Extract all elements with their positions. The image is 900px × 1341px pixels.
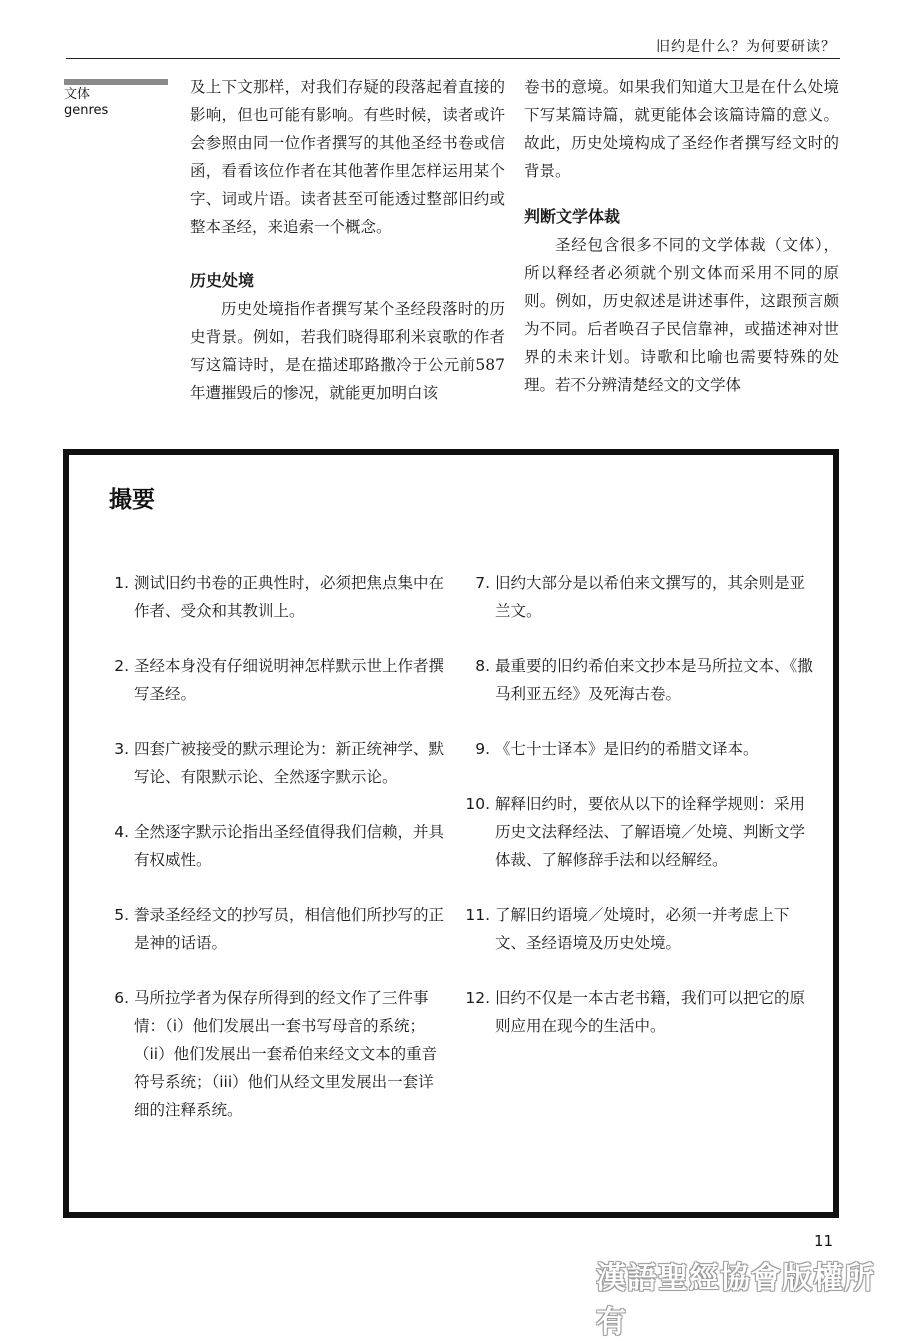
page-number: 11 — [814, 1232, 834, 1250]
summary-item-text: 旧约不仅是一本古老书籍，我们可以把它的原则应用在现今的生活中。 — [495, 989, 806, 1035]
summary-item-number: 5. — [114, 906, 129, 924]
summary-item — [463, 984, 813, 1040]
summary-item — [463, 652, 813, 708]
header-rule — [66, 58, 840, 59]
summary-item-number: 4. — [114, 823, 129, 841]
summary-item-text: 马所拉学者为保存所得到的经文作了三件事情：（i）他们发展出一套书写母音的系统；（ii）他们发展出一套希伯来经文文本的重音符号系统；（iii）他们从经文里发展出一套详细的注释系统。 — [134, 989, 438, 1119]
summary-item-text: 了解旧约语境／处境时，必须一并考虑上下文、圣经语境及历史处境。 — [495, 906, 790, 952]
summary-item — [102, 652, 447, 708]
summary-item — [463, 790, 813, 874]
paragraph: 卷书的意境。如果我们知道大卫是在什么处境下写某篇诗篇，就更能体会该篇诗篇的意义。故此，历史处境构成了圣经作者撰写经文时的背景。 — [524, 78, 839, 180]
summary-item-text: 旧约大部分是以希伯来文撰写的，其余则是亚兰文。 — [495, 574, 806, 620]
summary-item-number: 2. — [114, 657, 129, 675]
summary-item-number: 3. — [114, 740, 129, 758]
summary-box — [63, 449, 839, 1218]
section-heading-literary-genre: 判断文学体裁 — [524, 207, 621, 226]
margin-note-bar — [64, 79, 168, 85]
summary-item — [102, 569, 447, 625]
summary-item-text: 《七十士译本》是旧约的希腊文译本。 — [495, 740, 759, 758]
summary-item-number: 9. — [475, 740, 490, 758]
body-column-left — [190, 73, 505, 407]
summary-item-text: 解释旧约时，要依从以下的诠释学规则：采用历史文法释经法、了解语境／处境、判断文学体裁、了解修辞手法和以经解经。 — [495, 795, 806, 869]
summary-item-text: 最重要的旧约希伯来文抄本是马所拉文本、《撒马利亚五经》及死海古卷。 — [495, 657, 813, 703]
summary-list-left — [102, 569, 447, 1151]
summary-item-number: 12. — [465, 989, 490, 1007]
running-head: 旧约是什么？为何要研读？ — [656, 39, 836, 55]
summary-item-text: 四套广被接受的默示理论为：新正统神学、默写论、有限默示论、全然逐字默示论。 — [134, 740, 445, 786]
summary-item — [102, 818, 447, 874]
body-column-right — [524, 73, 839, 399]
section-heading-historical-context: 历史处境 — [190, 271, 255, 290]
margin-note-term-cn: 文体 — [64, 87, 91, 102]
paragraph: 圣经包含很多不同的文学体裁（文体），所以释经者必须就个别文体而采用不同的原则。例如，历史叙述是讲述事件，这跟预言颇为不同。后者唤召子民信靠神，或描述神对世界的未来计划。诗歌和比喻也需要特殊的处理。若不分辨清楚经文的文学体 — [524, 236, 839, 394]
paragraph: 历史处境指作者撰写某个圣经段落时的历史背景。例如，若我们晓得耶利米哀歌的作者写这篇诗时，是在描述耶路撒冷于公元前587年遭摧毁后的惨况，就能更加明白该 — [190, 300, 505, 402]
margin-note — [64, 87, 108, 119]
summary-item-number: 10. — [465, 795, 490, 813]
summary-list-right — [463, 569, 813, 1067]
summary-item-number: 11. — [465, 906, 490, 924]
summary-item — [102, 901, 447, 957]
summary-item-number: 1. — [114, 574, 129, 592]
summary-item — [463, 901, 813, 957]
summary-item-text: 全然逐字默示论指出圣经值得我们信赖，并具有权威性。 — [134, 823, 445, 869]
summary-item — [102, 984, 447, 1124]
copyright-watermark: 漢語聖經協會版權所有 — [596, 1261, 875, 1340]
summary-item-text: 测试旧约书卷的正典性时，必须把焦点集中在作者、受众和其教训上。 — [134, 574, 445, 620]
summary-item — [463, 569, 813, 625]
paragraph: 及上下文那样，对我们存疑的段落起着直接的影响，但也可能有影响。有些时候，读者或许会参照由同一位作者撰写的其他圣经书卷或信函，看看该位作者在其他著作里怎样运用某个字、词或片语。读者甚至可能透过整部旧约或整本圣经，来追索一个概念。 — [190, 78, 505, 236]
summary-item-number: 7. — [475, 574, 490, 592]
summary-title: 撮要 — [109, 487, 155, 513]
summary-item-number: 8. — [475, 657, 490, 675]
summary-item — [463, 735, 813, 763]
margin-note-term-en: genres — [64, 103, 109, 118]
summary-item-text: 誊录圣经经文的抄写员，相信他们所抄写的正是神的话语。 — [134, 906, 445, 952]
summary-item-text: 圣经本身没有仔细说明神怎样默示世上作者撰写圣经。 — [134, 657, 445, 703]
summary-item — [102, 735, 447, 791]
summary-item-number: 6. — [114, 989, 129, 1007]
